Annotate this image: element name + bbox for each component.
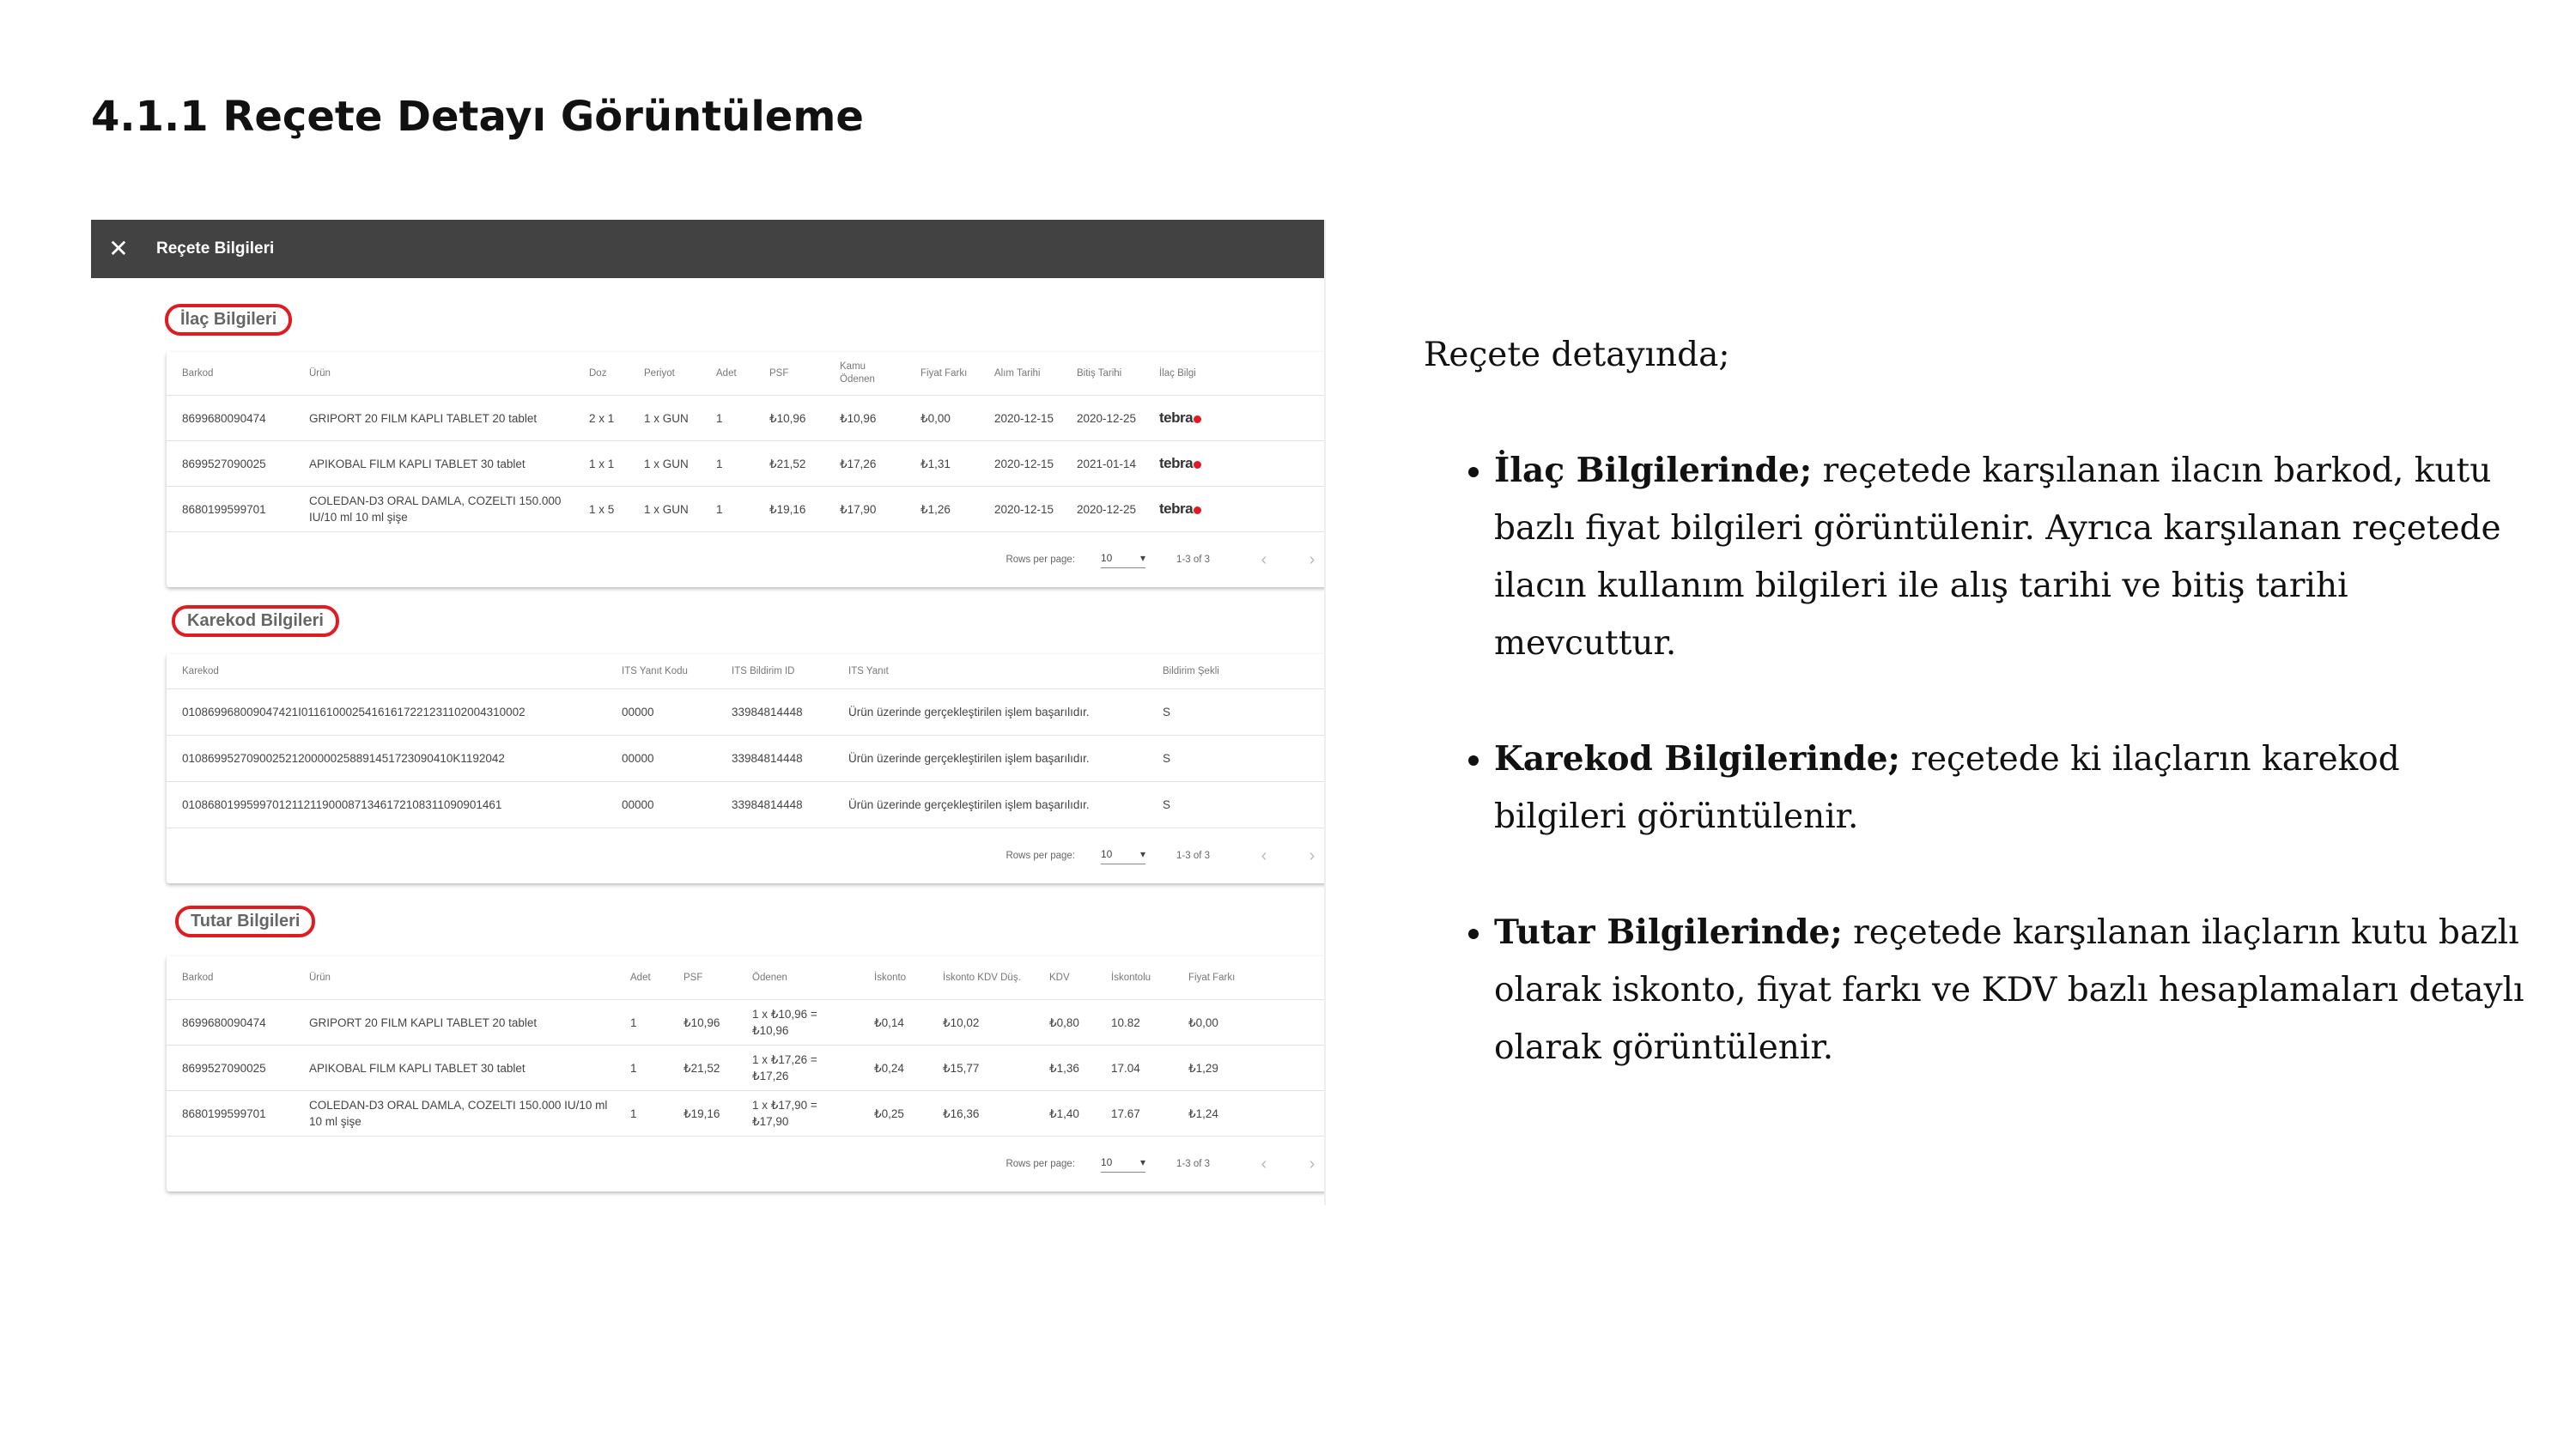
cell-bitis: 2021-01-14 (1061, 441, 1144, 487)
cell-psf: ₺21,52 (668, 1046, 737, 1091)
column-header: İskonto KDV Düş. (943, 972, 1021, 983)
description-item (1494, 442, 2531, 672)
description-item-heading: Tutar Bilgilerinde; (1494, 912, 1843, 952)
column-header: KDV (1049, 972, 1070, 983)
close-icon[interactable]: ✕ (108, 234, 129, 263)
tebra-logo-icon[interactable] (1144, 487, 1326, 532)
cell-id: 33984814448 (716, 689, 833, 736)
tebra-logo-icon[interactable] (1144, 396, 1326, 441)
column-header: Ödenen (752, 972, 787, 983)
rows-per-page-select[interactable]: 10 ▾ (1101, 1156, 1145, 1173)
prev-page-icon[interactable]: ‹ (1261, 549, 1267, 569)
column-header: ITS Bildirim ID (732, 665, 795, 676)
cell-iskontolu: 10.82 (1096, 1000, 1173, 1046)
rows-per-page-label: Rows per page: (1005, 555, 1075, 565)
tebra-logo-icon[interactable] (1144, 441, 1326, 487)
tebra-logo-text: tebra (1159, 409, 1194, 426)
cell-urun: GRIPORT 20 FILM KAPLI TABLET 20 tablet (294, 396, 574, 441)
cell-barkod: 8680199599701 (167, 487, 294, 532)
cell-periyot: 1 x GUN (629, 487, 701, 532)
cell-iskonto: ₺0,14 (859, 1000, 927, 1046)
cell-odenen: 1 x ₺10,96 = ₺10,96 (737, 1000, 859, 1046)
description-item-text: reçetede karşılanan ilaçların kutu bazlı olarak iskonto, fiyat farkı ve KDV bazlı hesaplamaları detaylı olarak görüntülenir. (1494, 913, 2524, 1067)
cell-sekil: S (1147, 689, 1326, 736)
cell-yanit: Ürün üzerinde gerçekleştirilen işlem başarılıdır. (833, 782, 1147, 828)
cell-doz: 1 x 5 (574, 487, 629, 532)
karekod-table (167, 654, 1326, 828)
tutar-table-card (167, 956, 1326, 1191)
cell-kdv: ₺1,36 (1034, 1046, 1096, 1091)
caret-down-icon: ▾ (1139, 551, 1145, 564)
ilac-table-card (167, 352, 1326, 587)
column-header: Alım Tarihi (994, 367, 1041, 379)
cell-doz: 2 x 1 (574, 396, 629, 441)
cell-alim: 2020-12-15 (979, 396, 1061, 441)
cell-iskontolu: 17.67 (1096, 1091, 1173, 1137)
cell-kdv: ₺1,40 (1034, 1091, 1096, 1137)
column-header: Barkod (182, 972, 214, 983)
prev-page-icon[interactable]: ‹ (1261, 846, 1267, 865)
description-intro: Reçete detayında; (1424, 336, 1730, 374)
cell-fark: ₺1,24 (1173, 1091, 1326, 1137)
ilac-section-label: İlaç Bilgileri (165, 304, 292, 336)
cell-urun: GRIPORT 20 FILM KAPLI TABLET 20 tablet (294, 1000, 615, 1046)
cell-doz: 1 x 1 (574, 441, 629, 487)
cell-psf: ₺10,96 (754, 396, 824, 441)
rows-per-page-label: Rows per page: (1005, 1159, 1075, 1169)
table-row[interactable] (167, 736, 1326, 782)
column-header: Karekod (182, 665, 219, 676)
cell-kamu: ₺10,96 (824, 396, 905, 441)
cell-adet: 1 (615, 1046, 668, 1091)
cell-adet: 1 (615, 1000, 668, 1046)
cell-bitis: 2020-12-25 (1061, 487, 1144, 532)
description-item-text: reçetede ki ilaçların karekod bilgileri görüntülenir. (1494, 740, 2400, 836)
cell-adet: 1 (701, 441, 754, 487)
cell-iskontolu: 17.04 (1096, 1046, 1173, 1091)
cell-urun: APIKOBAL FILM KAPLI TABLET 30 tablet (294, 1046, 615, 1091)
table-row[interactable] (167, 1000, 1326, 1046)
tutar-table (167, 956, 1326, 1137)
next-page-icon[interactable]: › (1309, 846, 1315, 865)
table-row[interactable] (167, 396, 1326, 441)
cell-odenen: 1 x ₺17,90 = ₺17,90 (737, 1091, 859, 1137)
table-row[interactable] (167, 487, 1326, 532)
cell-yanit: Ürün üzerinde gerçekleştirilen işlem başarılıdır. (833, 689, 1147, 736)
column-header: Adet (716, 367, 737, 379)
tutar-pagination (167, 1137, 1326, 1191)
column-header: Adet (630, 972, 651, 983)
column-header: İskonto (874, 972, 907, 983)
column-header: Fiyat Farkı (1188, 972, 1236, 983)
cell-fark: ₺1,29 (1173, 1046, 1326, 1091)
karekod-header-row (167, 654, 1326, 689)
cell-karekod: 0108680199599701211211900087134617210831109090146​1 (167, 782, 606, 828)
description-item-heading: Karekod Bilgilerinde; (1494, 739, 1900, 779)
column-header: İlaç Bilgi (1159, 367, 1196, 379)
column-header: Bildirim Şekli (1163, 665, 1219, 676)
cell-psf: ₺19,16 (754, 487, 824, 532)
cell-barkod: 8699527090025 (167, 1046, 294, 1091)
cell-periyot: 1 x GUN (629, 441, 701, 487)
tebra-dot-icon (1194, 461, 1201, 469)
column-header: Kamu Ödenen (840, 361, 875, 385)
rows-per-page-select[interactable]: 10 ▾ (1101, 552, 1145, 568)
tutar-header-row (167, 956, 1326, 1000)
karekod-section-label: Karekod Bilgileri (172, 605, 339, 637)
cell-barkod: 8699680090474 (167, 396, 294, 441)
column-header: Ürün (309, 972, 331, 983)
page-range: 1-3 of 3 (1176, 851, 1210, 861)
cell-kdvdus: ₺16,36 (927, 1091, 1034, 1137)
column-header: Ürün (309, 367, 331, 379)
cell-barkod: 8680199599701 (167, 1091, 294, 1137)
cell-iskonto: ₺0,24 (859, 1046, 927, 1091)
cell-kamu: ₺17,90 (824, 487, 905, 532)
prescription-detail-screenshot (91, 220, 1326, 1205)
table-row[interactable] (167, 441, 1326, 487)
cell-fark: ₺0,00 (905, 396, 979, 441)
description-item (1494, 731, 2531, 846)
tutar-section-label: Tutar Bilgileri (175, 906, 315, 937)
caret-down-icon: ▾ (1139, 1155, 1145, 1168)
cell-fark: ₺1,26 (905, 487, 979, 532)
next-page-icon[interactable]: › (1309, 549, 1315, 569)
column-header: ITS Yanıt Kodu (622, 665, 688, 676)
table-row[interactable] (167, 689, 1326, 736)
ilac-pagination (167, 532, 1326, 587)
description-block (1424, 326, 2531, 1135)
page-range: 1-3 of 3 (1176, 1159, 1210, 1169)
cell-adet: 1 (701, 487, 754, 532)
column-header: PSF (683, 972, 703, 983)
cell-barkod: 8699527090025 (167, 441, 294, 487)
page-title: 4.1.1 Reçete Detayı Görüntüleme (91, 93, 864, 141)
cell-urun: COLEDAN-D3 ORAL DAMLA, COZELTI 150.000 IU/10 ml 10 ml şişe (294, 487, 574, 532)
column-header: Periyot (644, 367, 675, 379)
dialog-header (91, 220, 1324, 278)
description-item (1494, 904, 2531, 1076)
cell-barkod: 8699680090474 (167, 1000, 294, 1046)
column-header: ITS Yanıt (848, 665, 889, 676)
cell-psf: ₺19,16 (668, 1091, 737, 1137)
cell-sekil: S (1147, 782, 1326, 828)
cell-karekod: 010869968009047421I0116100025416161722123110200431000​2 (167, 689, 606, 736)
description-item-heading: İlaç Bilgilerinde; (1494, 451, 1813, 490)
column-header: PSF (769, 367, 789, 379)
cell-karekod: 01086995270900252120000025889145172309041​0K1192042 (167, 736, 606, 782)
rows-per-page-label: Rows per page: (1005, 851, 1075, 861)
ilac-header-row (167, 352, 1326, 396)
description-list (1424, 442, 2531, 1076)
tebra-dot-icon (1194, 506, 1201, 514)
next-page-icon[interactable]: › (1309, 1154, 1315, 1173)
cell-kod: 00000 (606, 689, 716, 736)
table-row[interactable] (167, 1091, 1326, 1137)
cell-alim: 2020-12-15 (979, 441, 1061, 487)
cell-alim: 2020-12-15 (979, 487, 1061, 532)
cell-id: 33984814448 (716, 782, 833, 828)
ilac-table (167, 352, 1326, 532)
karekod-pagination (167, 828, 1326, 883)
cell-urun: APIKOBAL FILM KAPLI TABLET 30 tablet (294, 441, 574, 487)
tebra-dot-icon (1194, 415, 1201, 423)
description-item-text: reçetede karşılanan ilacın barkod, kutu bazlı fiyat bilgileri görüntülenir. Ayrıca karşılanan reçetede ilacın kullanım bilgileri ile alış tarihi ve bitiş tarihi mevcuttur. (1494, 452, 2501, 663)
cell-kdvdus: ₺15,77 (927, 1046, 1034, 1091)
caret-down-icon: ▾ (1139, 847, 1145, 860)
cell-periyot: 1 x GUN (629, 396, 701, 441)
column-header: Doz (589, 367, 607, 379)
column-header: Bitiş Tarihi (1077, 367, 1122, 379)
cell-kod: 00000 (606, 782, 716, 828)
cell-iskonto: ₺0,25 (859, 1091, 927, 1137)
cell-urun: COLEDAN-D3 ORAL DAMLA, COZELTI 150.000 IU/10 ml 10 ml şişe (294, 1091, 615, 1137)
cell-kdv: ₺0,80 (1034, 1000, 1096, 1046)
cell-kod: 00000 (606, 736, 716, 782)
cell-adet: 1 (615, 1091, 668, 1137)
tebra-logo-text: tebra (1159, 500, 1194, 517)
table-row[interactable] (167, 1046, 1326, 1091)
cell-yanit: Ürün üzerinde gerçekleştirilen işlem başarılıdır. (833, 736, 1147, 782)
cell-odenen: 1 x ₺17,26 = ₺17,26 (737, 1046, 859, 1091)
column-header: Barkod (182, 367, 214, 379)
cell-psf: ₺10,96 (668, 1000, 737, 1046)
cell-adet: 1 (701, 396, 754, 441)
cell-bitis: 2020-12-25 (1061, 396, 1144, 441)
cell-psf: ₺21,52 (754, 441, 824, 487)
cell-kamu: ₺17,26 (824, 441, 905, 487)
page-range: 1-3 of 3 (1176, 555, 1210, 565)
cell-fark: ₺0,00 (1173, 1000, 1326, 1046)
cell-sekil: S (1147, 736, 1326, 782)
prev-page-icon[interactable]: ‹ (1261, 1154, 1267, 1173)
cell-kdvdus: ₺10,02 (927, 1000, 1034, 1046)
dialog-title: Reçete Bilgileri (156, 239, 275, 258)
column-header: Fiyat Farkı (920, 367, 968, 379)
cell-id: 33984814448 (716, 736, 833, 782)
rows-per-page-select[interactable]: 10 ▾ (1101, 848, 1145, 864)
karekod-table-card (167, 654, 1326, 883)
column-header: İskontolu (1111, 972, 1151, 983)
tebra-logo-text: tebra (1159, 455, 1194, 471)
table-row[interactable] (167, 782, 1326, 828)
cell-fark: ₺1,31 (905, 441, 979, 487)
